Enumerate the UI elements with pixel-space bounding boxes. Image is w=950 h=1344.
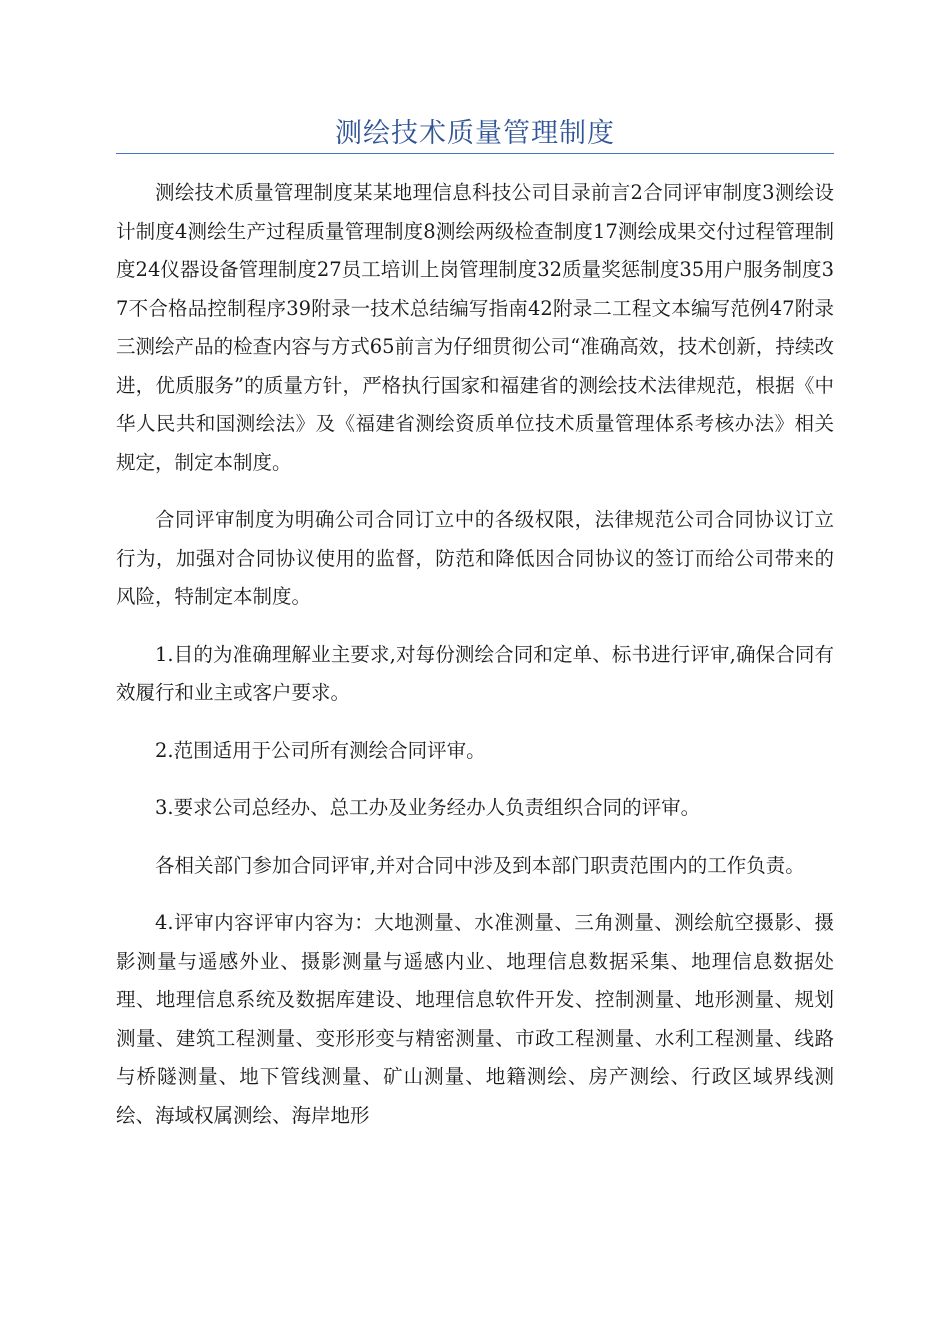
paragraph-intro: 测绘技术质量管理制度某某地理信息科技公司目录前言2合同评审制度3测绘设计制度4测绘生产过程质量管理制度8测绘两级检查制度17测绘成果交付过程管理制度24仪器设备管理制度27员工培训上岗管理制度32质量奖惩制度35用户服务制度37不合格品控制程序39附录一技术总结编写指南42附录二工程文本编写范例47附录三测绘产品的检查内容与方式65前言为仔细贯彻公司“准确高效，技术创新，持续改进，优质服务”的质量方针，严格执行国家和福建省的测绘技术法律规范，根据《中华人民共和国测绘法》及《福建省测绘资质单位技术质量管理体系考核办法》相关规定，制定本制度。 (116, 181, 834, 474)
paragraph-departments: 各相关部门参加合同评审,并对合同中涉及到本部门职责范围内的工作负责。 (155, 853, 805, 877)
paragraph-purpose: 1.目的为准确理解业主要求,对每份测绘合同和定单、标书进行评审,确保合同有效履行和业主或客户要求。 (116, 642, 834, 704)
document-title: 测绘技术质量管理制度 (335, 118, 615, 149)
document-body (116, 174, 834, 1154)
paragraph-requirements: 3.要求公司总经办、总工办及业务经办人负责组织合同的评审。 (155, 796, 701, 819)
paragraph-review-content: 4.评审内容评审内容为：大地测量、水准测量、三角测量、测绘航空摄影、摄影测量与遥感外业、摄影测量与遥感内业、地理信息数据采集、地理信息数据处理、地理信息系统及数据库建设、地理信息软件开发、控制测量、地形测量、规划测量、建筑工程测量、变形形变与精密测量、市政工程测量、水利工程测量、线路与桥隧测量、地下管线测量、矿山测量、地籍测绘、房产测绘、行政区域界线测绘、海域权属测绘、海岸地形 (116, 911, 834, 1127)
paragraph-contract-review: 合同评审制度为明确公司合同订立中的各级权限，法律规范公司合同协议订立行为，加强对合同协议使用的监督，防范和降低因合同协议的签订而给公司带来的风险，特制定本制度。 (116, 508, 834, 608)
title-underline (116, 153, 834, 154)
paragraph-scope: 2.范围适用于公司所有测绘合同评审。 (155, 738, 486, 762)
document-page (116, 0, 834, 1344)
